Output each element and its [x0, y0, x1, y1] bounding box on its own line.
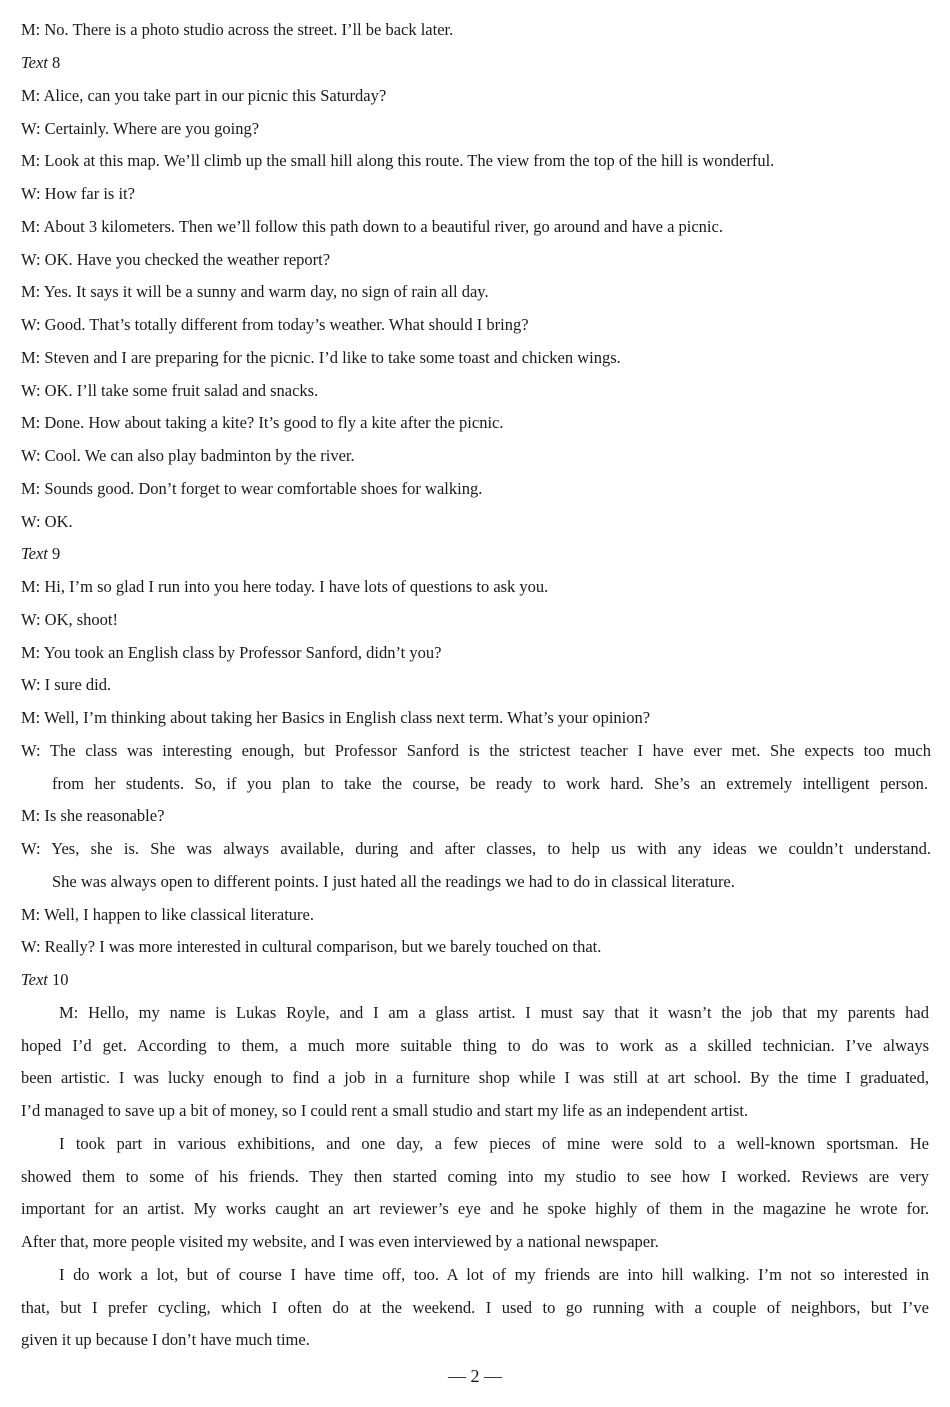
- dialogue-line: M: Done. How about taking a kite? It’s good to fly a kite after the picnic.: [21, 413, 504, 432]
- dialogue-line: M: About 3 kilometers. Then we’ll follow this path down to a beautiful river, go around and have a picnic.: [21, 217, 723, 236]
- heading-number: 9: [52, 544, 61, 563]
- dialogue-line: M: Look at this map. We’ll climb up the small hill along this route. The view from the top of the hill is wonderful.: [21, 151, 775, 170]
- monologue-line: showed them to some of his friends. They then started coming into my studio to see how I worked. Reviews are very: [21, 1167, 929, 1186]
- section-heading-text-9: [21, 544, 931, 564]
- monologue-line: hoped I’d get. According to them, a much more suitable thing to do was to work as a skilled technician. I’ve always: [21, 1036, 929, 1055]
- dialogue-line: W: Good. That’s totally different from today’s weather. What should I bring?: [21, 315, 529, 334]
- section-heading-text-8: [21, 53, 931, 73]
- dialogue-line: W: Cool. We can also play badminton by the river.: [21, 446, 355, 465]
- monologue-line: After that, more people visited my website, and I was even interviewed by a national newspaper.: [21, 1232, 659, 1251]
- dialogue-line: M: Alice, can you take part in our picnic this Saturday?: [21, 86, 387, 105]
- dialogue-line: W: OK. Have you checked the weather report?: [21, 250, 331, 269]
- dialogue-line: M: Is she reasonable?: [21, 806, 165, 825]
- dialogue-line: M: Steven and I are preparing for the picnic. I’d like to take some toast and chicken wings.: [21, 348, 621, 367]
- dialogue-line: M: You took an English class by Professor Sanford, didn’t you?: [21, 643, 442, 662]
- dialogue-line: M: Hi, I’m so glad I run into you here today. I have lots of questions to ask you.: [21, 577, 549, 596]
- dialogue-line: W: OK. I’ll take some fruit salad and snacks.: [21, 381, 319, 400]
- monologue-line: given it up because I don’t have much time.: [21, 1330, 310, 1349]
- monologue-line: important for an artist. My works caught an art reviewer’s eye and he spoke highly of them in the magazine he wrote for.: [21, 1199, 929, 1218]
- dialogue-line: M: Yes. It says it will be a sunny and warm day, no sign of rain all day.: [21, 282, 489, 301]
- monologue-line: I do work a lot, but of course I have time off, too. A lot of my friends are into hill walking. I’m not so interested in: [59, 1265, 929, 1284]
- dialogue-line: W: Really? I was more interested in cultural comparison, but we barely touched on that.: [21, 937, 602, 956]
- heading-number: 10: [52, 970, 69, 989]
- dialogue-line: W: The class was interesting enough, but Professor Sanford is the strictest teacher I have ever met. She expects too much: [21, 741, 931, 760]
- dialogue-line: M: Well, I’m thinking about taking her Basics in English class next term. What’s your opinion?: [21, 708, 651, 727]
- dialogue-line: M: Well, I happen to like classical literature.: [21, 905, 314, 924]
- page-number: — 2 —: [448, 1366, 502, 1386]
- dialogue-line: W: I sure did.: [21, 675, 112, 694]
- dialogue-line: W: Certainly. Where are you going?: [21, 119, 260, 138]
- monologue-line: I’d managed to save up a bit of money, so I could rent a small studio and start my life as an independent artist.: [21, 1101, 749, 1120]
- dialogue-line: W: OK, shoot!: [21, 610, 119, 629]
- dialogue-line: W: How far is it?: [21, 184, 135, 203]
- heading-label: Text: [21, 53, 48, 72]
- heading-label: Text: [21, 544, 48, 563]
- monologue-line: that, but I prefer cycling, which I often do at the weekend. I used to go running with a couple of neighbors, but I’ve: [21, 1298, 929, 1317]
- dialogue-line: W: OK.: [21, 512, 73, 531]
- heading-label: Text: [21, 970, 48, 989]
- monologue-line: I took part in various exhibitions, and one day, a few pieces of mine were sold to a well-known sportsman. He: [59, 1134, 929, 1153]
- monologue-line: been artistic. I was lucky enough to find a job in a furniture shop while I was still at art school. By the time I graduated,: [21, 1068, 929, 1087]
- dialogue-line: W: Yes, she is. She was always available, during and after classes, to help us with any ideas we couldn’t understand.: [21, 839, 931, 858]
- monologue-line: M: Hello, my name is Lukas Royle, and I am a glass artist. I must say that it wasn’t the job that my parents had: [59, 1003, 929, 1022]
- dialogue-line-continuation: from her students. So, if you plan to take the course, be ready to work hard. She’s an extremely intelligent person.: [52, 774, 928, 793]
- heading-number: 8: [52, 53, 61, 72]
- section-heading-text-10: [21, 970, 931, 990]
- dialogue-line-continuation: She was always open to different points. I just hated all the readings we had to do in classical literature.: [52, 872, 735, 891]
- dialogue-line: M: No. There is a photo studio across the street. I’ll be back later.: [21, 20, 454, 39]
- dialogue-line: M: Sounds good. Don’t forget to wear comfortable shoes for walking.: [21, 479, 483, 498]
